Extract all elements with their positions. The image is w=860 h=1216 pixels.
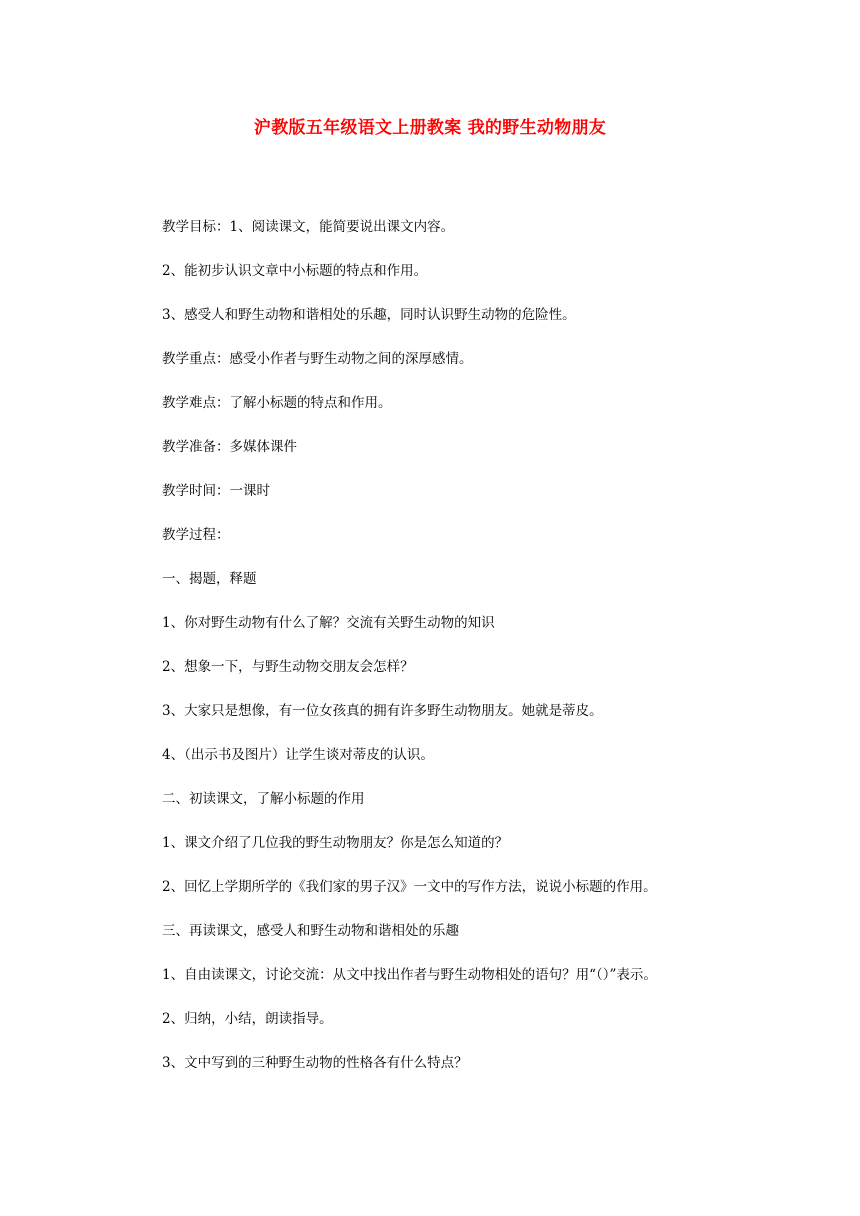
paragraph-s3-item-2: 2、归纳，小结，朗读指导。	[162, 1011, 333, 1027]
paragraph-s3-item-3: 3、文中写到的三种野生动物的性格各有什么特点？	[162, 1055, 468, 1071]
paragraph-goal-2: 2、能初步认识文章中小标题的特点和作用。	[162, 263, 428, 279]
paragraph-s2-item-2: 2、回忆上学期所学的《我们家的男子汉》一文中的写作方法，说说小标题的作用。	[162, 879, 657, 895]
paragraph-s1-item-2: 2、想象一下，与野生动物交朋友会怎样？	[162, 659, 414, 675]
section-heading-3: 三、再读课文，感受人和野生动物和谐相处的乐趣	[162, 923, 459, 939]
paragraph-difficulty: 教学难点：了解小标题的特点和作用。	[162, 395, 392, 411]
paragraph-key-point: 教学重点：感受小作者与野生动物之间的深厚感情。	[162, 351, 473, 367]
section-heading-1: 一、揭题，释题	[162, 571, 257, 587]
paragraph-process: 教学过程：	[162, 527, 230, 543]
paragraph-s2-item-1: 1、课文介绍了几位我的野生动物朋友？你是怎么知道的？	[162, 835, 509, 851]
paragraph-preparation: 教学准备：多媒体课件	[162, 439, 297, 455]
paragraph-goal-3: 3、感受人和野生动物和谐相处的乐趣，同时认识野生动物的危险性。	[162, 307, 576, 323]
paragraph-time: 教学时间：一课时	[162, 483, 270, 499]
paragraph-s1-item-3: 3、大家只是想像，有一位女孩真的拥有许多野生动物朋友。她就是蒂皮。	[162, 703, 603, 719]
paragraph-s1-item-4: 4、（出示书及图片）让学生谈对蒂皮的认识。	[162, 747, 434, 763]
paragraph-s1-item-1: 1、你对野生动物有什么了解？交流有关野生动物的知识	[162, 615, 495, 631]
document-title: 沪教版五年级语文上册教案 我的野生动物朋友	[253, 118, 607, 138]
document-body	[162, 216, 802, 1096]
section-heading-2: 二、初读课文，了解小标题的作用	[162, 791, 365, 807]
paragraph-teaching-goal: 教学目标：1、阅读课文，能简要说出课文内容。	[162, 219, 455, 235]
paragraph-s3-item-1: 1、自由读课文，讨论交流：从文中找出作者与野生动物相处的语句？用“（）”表示。	[162, 967, 657, 983]
